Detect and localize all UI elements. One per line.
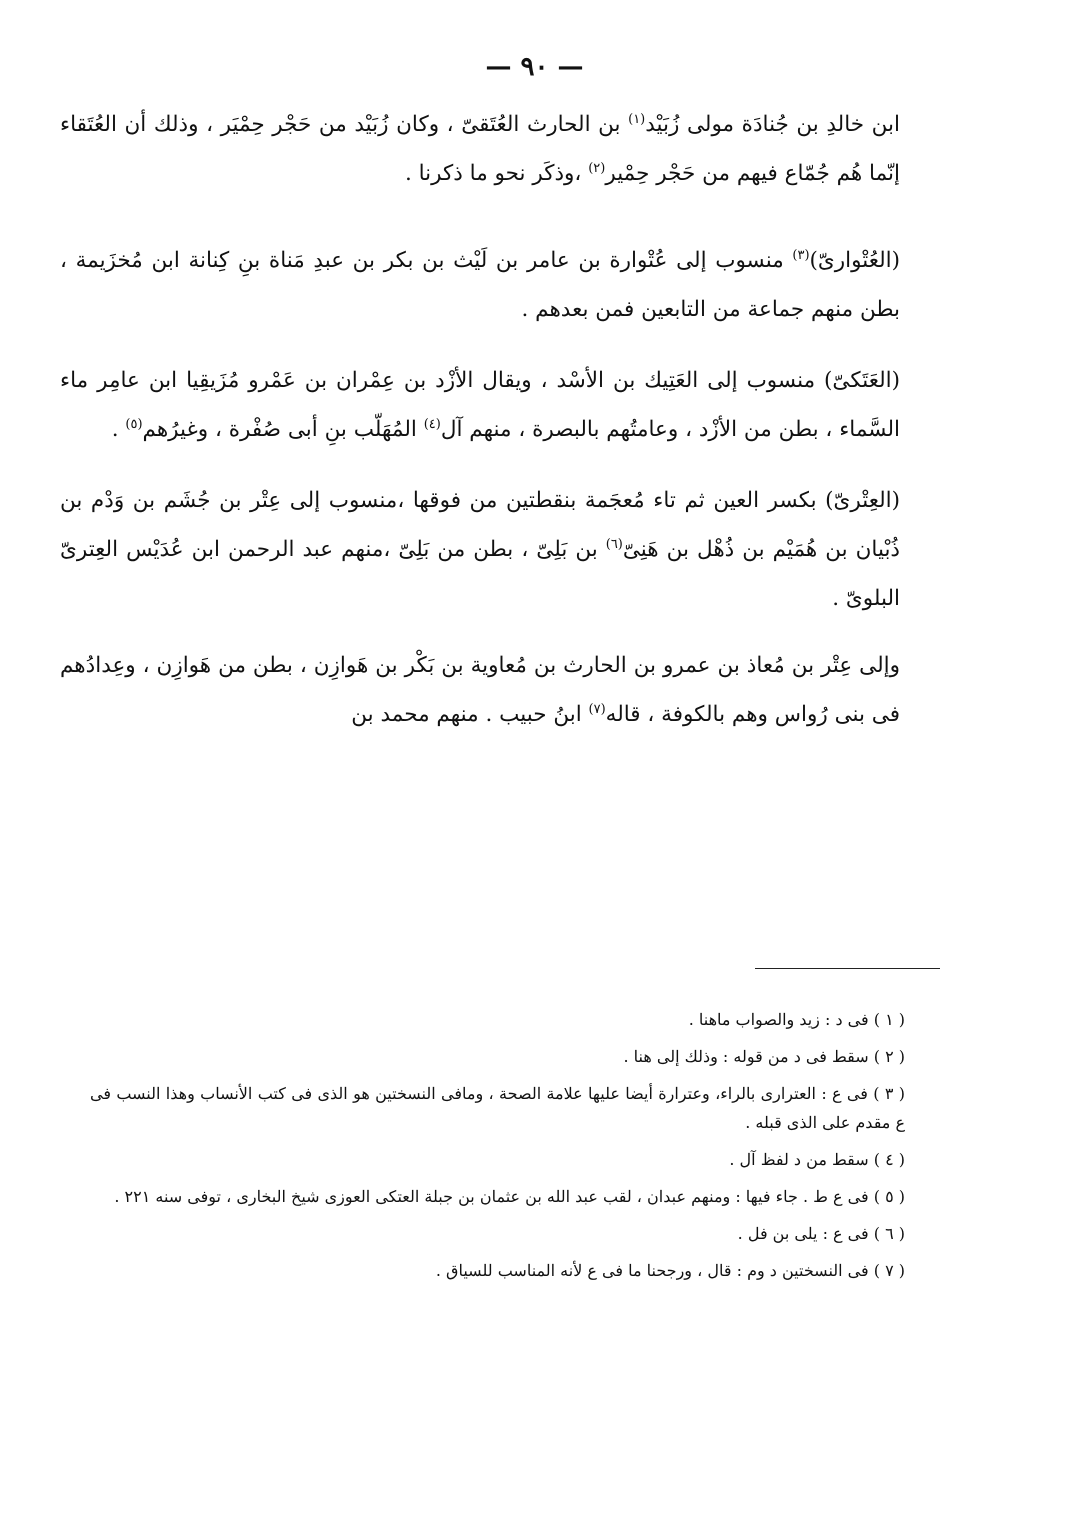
footnote-4: ( ٤ ) سقط من د لفظ آل . bbox=[729, 1150, 905, 1169]
footnote-marker: (٧) bbox=[588, 701, 606, 717]
footnote-marker: (٤) bbox=[423, 416, 441, 432]
footnote-divider bbox=[755, 968, 940, 969]
footnote-marker: (٦) bbox=[605, 536, 623, 552]
footnote-3: ( ٣ ) فى ع : العترارى بالراء، وعترارة أيضا عليها علامة الصحة ، ومافى النسختين هو الذى فى كتب الأنساب وهذا النسب فى ع مقدم على الذى قبله . bbox=[90, 1084, 906, 1132]
entry-heading: (العُتْوارىّ) bbox=[809, 248, 900, 273]
footnote-marker: (٢) bbox=[588, 160, 606, 176]
text-run: ابن خالدِ بن جُنادَة مولى زُبَيْد bbox=[645, 112, 900, 137]
footnote-marker: (٥) bbox=[125, 416, 143, 432]
footnote-1: ( ١ ) فى د : زيد والصواب ماهنا . bbox=[688, 1010, 905, 1029]
footnote-marker: (٣) bbox=[792, 247, 810, 263]
text-run: . bbox=[111, 417, 126, 442]
paragraph-zubayd bbox=[60, 100, 900, 198]
footnote-2: ( ٢ ) سقط فى د من قوله : وذلك إلى هنا . bbox=[623, 1047, 905, 1066]
footnote-5: ( ٥ ) فى ع ط . جاء فيها : ومنهم عبدان ، لقب عبد الله بن عثمان بن جبلة العتكى العوزى شيخ البخارى ، توفى سنه ٢٢١ . bbox=[114, 1187, 905, 1206]
text-run: منسوب إلى عُتْوارة بن عامر بن لَيْث بن بكر بن عبدِ مَناة بنِ كِنانة ابن مُخزَيمة ، بطن منهم جماعة من التابعين فمن بعدهم . bbox=[60, 248, 900, 322]
text-run: (العَتَكىّ) منسوب إلى العَتِيك بن الأسْد ، ويقال الأزْد بن عِمْران بن عَمْرو مُزَيقِيا ابن عامِر ماء السَّماء ، بطن من الأزْد ، وعامتُهم بالبصرة ، منهم آل bbox=[60, 368, 900, 442]
text-run: وإلى عِتْر بن مُعاذ بن عمرو بن الحارث بن مُعاوية بن بَكْر بن هَوازِن ، بطن من هَوازِن ، وعِدادُهم فى بنى رُواس وهم بالكوفة ، قاله bbox=[60, 653, 900, 727]
paragraph-itri bbox=[60, 476, 900, 623]
text-run: ابنُ حبيب . منهم محمد بن bbox=[351, 702, 589, 727]
footnotes bbox=[90, 1005, 906, 1293]
paragraph-utwari bbox=[60, 236, 900, 334]
footnote-marker: (١) bbox=[628, 111, 646, 127]
text-run: ،وذكَر نحو ما ذكرنا . bbox=[404, 161, 589, 186]
text-run: بن بَلِىّ ، بطن من بَلِىّ ،منهم عبد الرحمن ابن عُدَيْس العِترىّ البلوىّ . bbox=[60, 537, 900, 611]
paragraph-itr-muadh bbox=[60, 641, 900, 739]
page-number: — ٩٠ — bbox=[485, 52, 584, 82]
footnote-7: ( ٧ ) فى النسختين د وم : قال ، ورجحنا ما فى ع لأنه المناسب للسياق . bbox=[435, 1261, 905, 1280]
text-run: (العِتْرىّ) بكسر العين ثم تاء مُعجَمة بنقطتين من فوقها ،منسوب إلى عِتْر بن جُشَم بن وَدْم بن ذُبْيان بن هُمَيْم بن ذُهْل بن هَنِىّ bbox=[60, 488, 901, 562]
paragraph-ataki bbox=[60, 356, 900, 454]
main-text bbox=[60, 100, 900, 739]
text-run: المُهَلّب بنِ أبى صُفْرة ، وغيرُهم bbox=[142, 417, 424, 442]
text-run: بن الحارث العُتَقىّ ، وكان زُبَيْد من حَجْر حِمْيَر ، وذلك أن العُتَقاء إنّما هُم جُمّاع فيهم من حَجْر حِمْير bbox=[60, 112, 900, 186]
footnote-6: ( ٦ ) فى ع : يلى بن فل . bbox=[737, 1224, 905, 1243]
